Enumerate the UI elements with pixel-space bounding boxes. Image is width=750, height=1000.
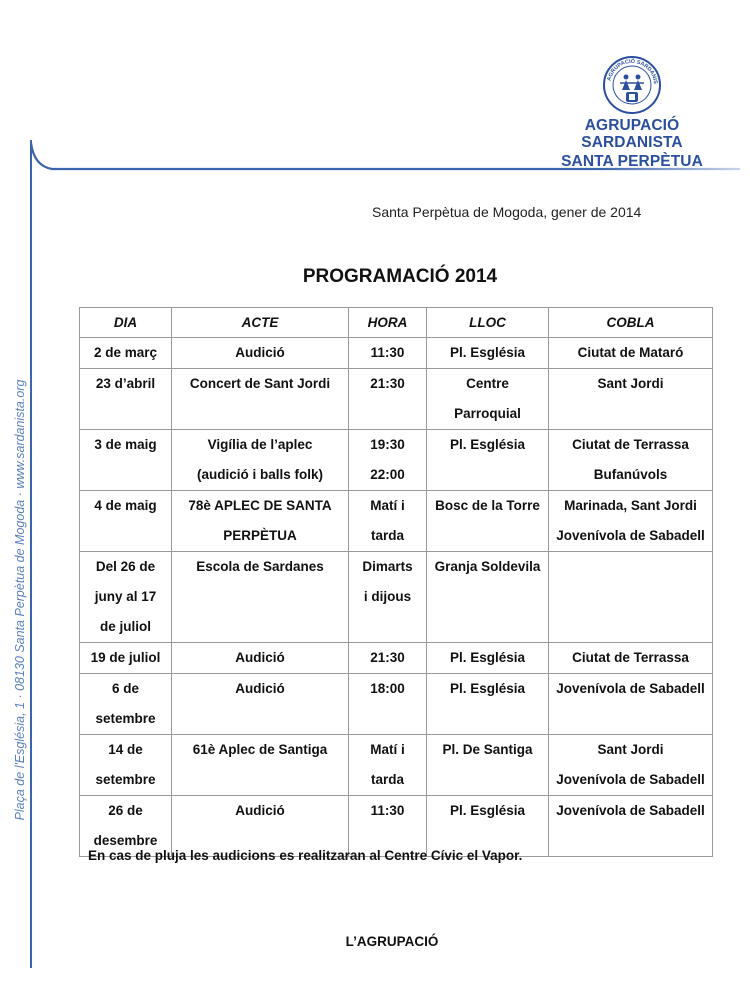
cell-cobla [549, 674, 713, 735]
cell-text: 61è Aplec de Santiga [192, 742, 328, 757]
cell-text: Ciutat de Mataró [577, 345, 684, 360]
rain-note: En cas de pluja les audicions es realitzaran al Centre Cívic el Vapor. [88, 848, 523, 863]
header-dia: DIA [80, 308, 172, 338]
cell-lloc [427, 430, 549, 491]
cell-text: Ciutat de Terrassa [572, 650, 689, 665]
place-date: Santa Perpètua de Mogoda, gener de 2014 [372, 204, 642, 220]
cell-acte [172, 430, 349, 491]
cell-text: 21:30 [370, 650, 405, 665]
cell-hora [349, 430, 427, 491]
cell-text: Jovenívola de Sabadell [556, 528, 705, 543]
cell-dia [80, 430, 172, 491]
cell-text: 22:00 [370, 467, 405, 482]
cell-dia [80, 643, 172, 674]
org-name-line2: SANTA PERPÈTUA [561, 153, 703, 170]
schedule-table [79, 307, 713, 857]
cell-text: 6 de [111, 681, 139, 696]
schedule-body [80, 338, 713, 857]
cell-text: Ciutat de Terrassa [572, 437, 689, 452]
cell-text: Centre [466, 376, 509, 391]
cell-text: Sant Jordi [597, 376, 664, 391]
header-cobla: COBLA [549, 308, 713, 338]
cell-text: Jovenívola de Sabadell [556, 772, 705, 787]
cell-text: Pl. Església [449, 437, 526, 452]
header-lloc: LLOC [427, 308, 549, 338]
cell-text: Escola de Sardanes [196, 559, 324, 574]
cell-acte [172, 674, 349, 735]
cell-lloc [427, 735, 549, 796]
sardana-dancers-emblem-icon [602, 55, 662, 115]
cell-text: Sant Jordi [597, 742, 664, 757]
table-row [80, 430, 713, 491]
cell-text: Dimarts [362, 559, 413, 574]
cell-text: Jovenívola de Sabadell [556, 681, 705, 696]
header-acte: ACTE [172, 308, 349, 338]
cell-text: Pl. Església [449, 803, 526, 818]
table-row [80, 643, 713, 674]
cell-text: Audició [235, 345, 285, 360]
cell-hora [349, 338, 427, 369]
cell-text: Concert de Sant Jordi [189, 376, 331, 391]
cell-text: Audició [235, 803, 285, 818]
cell-text: (audició i balls folk) [196, 467, 323, 482]
table-row [80, 735, 713, 796]
header-hora: HORA [349, 308, 427, 338]
cell-dia [80, 552, 172, 643]
cell-text: Audició [235, 681, 285, 696]
cell-acte [172, 735, 349, 796]
cell-text: 19 de juliol [90, 650, 161, 665]
side-address-text: Plaça de l'Església, 1 · 08130 Santa Perpètua de Mogoda · www.sardanista.org [13, 379, 27, 821]
cell-text: 11:30 [370, 345, 405, 360]
cell-text: Vigília de l’aplec [207, 437, 313, 452]
cell-text: Bufanúvols [593, 467, 668, 482]
cell-hora [349, 674, 427, 735]
cell-hora [349, 552, 427, 643]
cell-text: 23 d’abril [95, 376, 156, 391]
side-address [4, 375, 36, 825]
cell-lloc [427, 643, 549, 674]
cell-text: tarda [370, 772, 404, 787]
table-row [80, 491, 713, 552]
cell-text: 21:30 [370, 376, 405, 391]
cell-text: 2 de març [93, 345, 158, 360]
cell-text: Granja Soldevila [434, 559, 541, 574]
cell-text: Matí i [370, 742, 405, 757]
organization-logo [532, 55, 732, 170]
cell-text: PERPÈTUA [223, 528, 297, 543]
cell-text: 11:30 [370, 803, 405, 818]
cell-cobla [549, 796, 713, 857]
org-name-line1: AGRUPACIÓ SARDANISTA [581, 117, 683, 151]
cell-text: Bosc de la Torre [435, 498, 540, 513]
cell-dia [80, 735, 172, 796]
cell-cobla [549, 491, 713, 552]
signature: L’AGRUPACIÓ [345, 934, 439, 949]
cell-text: Pl. Església [449, 681, 526, 696]
cell-text: de juliol [99, 619, 151, 634]
cell-text: juny al 17 [94, 589, 157, 604]
cell-hora [349, 643, 427, 674]
cell-text: setembre [95, 711, 156, 726]
table-row [80, 552, 713, 643]
cell-hora [349, 735, 427, 796]
cell-acte [172, 552, 349, 643]
cell-text: Parroquial [454, 406, 521, 421]
cell-text: Pl. De Santiga [442, 742, 533, 757]
cell-cobla [549, 338, 713, 369]
cell-text: Matí i [370, 498, 405, 513]
cell-text: Pl. Església [449, 345, 526, 360]
cell-dia [80, 338, 172, 369]
cell-cobla [549, 552, 713, 643]
cell-cobla [549, 643, 713, 674]
cell-lloc [427, 491, 549, 552]
cell-text: Marinada, Sant Jordi [564, 498, 697, 513]
cell-lloc [427, 552, 549, 643]
cell-text: Pl. Església [449, 650, 526, 665]
cell-text: 78è APLEC DE SANTA [188, 498, 332, 513]
cell-acte [172, 491, 349, 552]
cell-text: 26 de [108, 803, 143, 818]
cell-text: Audició [235, 650, 285, 665]
table-row [80, 338, 713, 369]
cell-cobla [549, 735, 713, 796]
cell-acte [172, 369, 349, 430]
table-row [80, 369, 713, 430]
cell-dia [80, 491, 172, 552]
svg-text:AGRUPACIÓ SARDANISTA: AGRUPACIÓ SARDANIS [606, 58, 659, 85]
cell-lloc [427, 369, 549, 430]
cell-hora [349, 491, 427, 552]
cell-acte [172, 643, 349, 674]
cell-hora [349, 369, 427, 430]
cell-text: 3 de maig [94, 437, 157, 452]
cell-cobla [549, 369, 713, 430]
cell-text: tarda [370, 528, 404, 543]
cell-text: setembre [95, 772, 156, 787]
cell-dia [80, 674, 172, 735]
cell-dia [80, 369, 172, 430]
table-header-row [80, 308, 713, 338]
cell-text: 18:00 [370, 681, 405, 696]
table-row [80, 674, 713, 735]
cell-lloc [427, 338, 549, 369]
page-title: PROGRAMACIÓ 2014 [302, 266, 498, 287]
cell-lloc [427, 674, 549, 735]
cell-cobla [549, 430, 713, 491]
cell-text: i dijous [363, 589, 412, 604]
cell-acte [172, 338, 349, 369]
cell-text: Jovenívola de Sabadell [556, 803, 705, 818]
cell-text: desembre [93, 833, 158, 848]
cell-text: 19:30 [370, 437, 405, 452]
cell-text: 14 de [108, 742, 143, 757]
cell-text: Del 26 de [95, 559, 156, 574]
cell-text: 4 de maig [94, 498, 157, 513]
